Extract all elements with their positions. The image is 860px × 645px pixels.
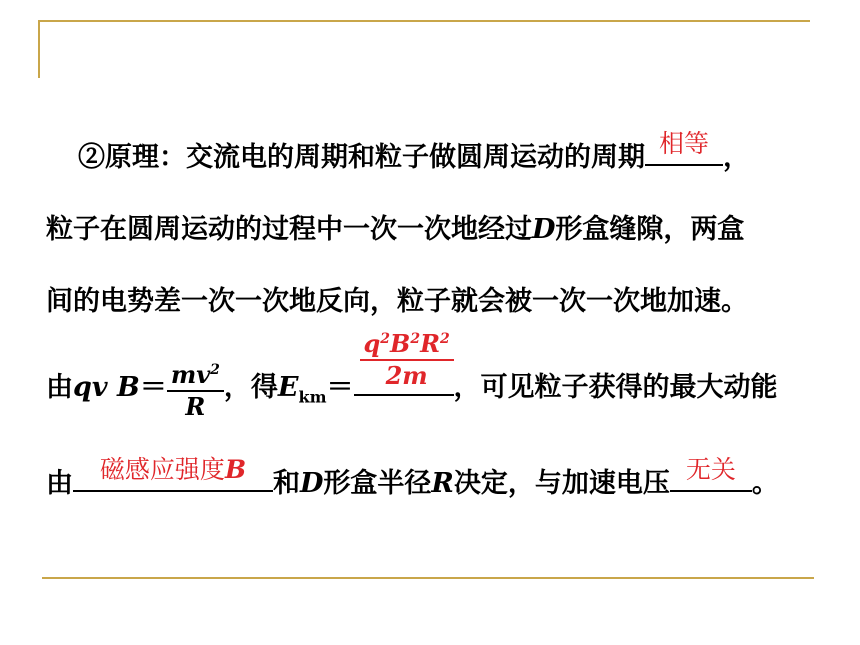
line4-E-sub: km (298, 387, 327, 407)
ans-R: R (420, 329, 441, 358)
line2-b: 形盒缝隙，两盒 (555, 214, 745, 245)
ans-B-sup: 2 (410, 331, 421, 347)
left-rule (38, 20, 40, 78)
line5-he: 和 (273, 468, 300, 499)
answer-magnetic-text: 磁感应强度 (99, 455, 225, 484)
line4-eq2: ＝ (326, 372, 354, 403)
line4-qv: qv (73, 372, 108, 403)
line5-d: D (300, 468, 324, 499)
ans-q: q (363, 329, 381, 358)
line5-r: R (431, 468, 454, 499)
ans-den: 2m (385, 361, 428, 390)
line5-mid2: 决定，与加速电压 (453, 468, 670, 499)
line3-text: 间的电势差一次一次地反向，粒子就会被一次一次地加速。 (46, 286, 748, 317)
line1-end: ， (723, 142, 750, 173)
top-rule (38, 20, 810, 22)
ans-R-sup: 2 (440, 331, 450, 347)
line4-B: B (116, 372, 140, 403)
paragraph-line-1 (78, 129, 750, 174)
fraction-mv2-R (167, 356, 224, 421)
line5-end: 。 (751, 468, 779, 499)
answer-unrelated: 无关 (685, 455, 736, 484)
answer-magnetic (73, 454, 273, 486)
blank-3 (670, 455, 752, 492)
paragraph-line-2 (46, 214, 744, 246)
line4-E: E (277, 372, 299, 403)
blank-ekm (354, 329, 454, 396)
line5-mid: 形盒半径 (323, 468, 432, 499)
paragraph-line-5 (46, 455, 779, 500)
frac-den: R (185, 392, 206, 421)
line4-you: 由 (46, 372, 73, 403)
bottom-rule (42, 577, 814, 579)
frac-num-sup: 2 (210, 362, 220, 378)
line1-text: ②原理：交流电的周期和粒子做圆周运动的周期 (78, 142, 645, 173)
line4-de: ，得 (223, 372, 278, 403)
answer-fraction (360, 325, 454, 390)
frac-num: mv (170, 360, 211, 389)
answer-magnetic-B: B (224, 455, 247, 484)
line2-a: 粒子在圆周运动的过程中一次一次地经过 (46, 214, 532, 245)
blank-1 (645, 129, 723, 166)
ans-q-sup: 2 (380, 331, 391, 347)
ans-B: B (390, 329, 411, 358)
line5-you: 由 (46, 468, 73, 499)
line4-tail: ，可见粒子获得的最大动能 (453, 372, 778, 403)
line4-eq: ＝ (139, 372, 167, 403)
line2-d: D (532, 214, 556, 245)
answer-equal: 相等 (658, 129, 709, 158)
paragraph-line-4 (46, 329, 778, 428)
blank-2 (73, 455, 273, 492)
paragraph-line-3 (46, 286, 748, 318)
